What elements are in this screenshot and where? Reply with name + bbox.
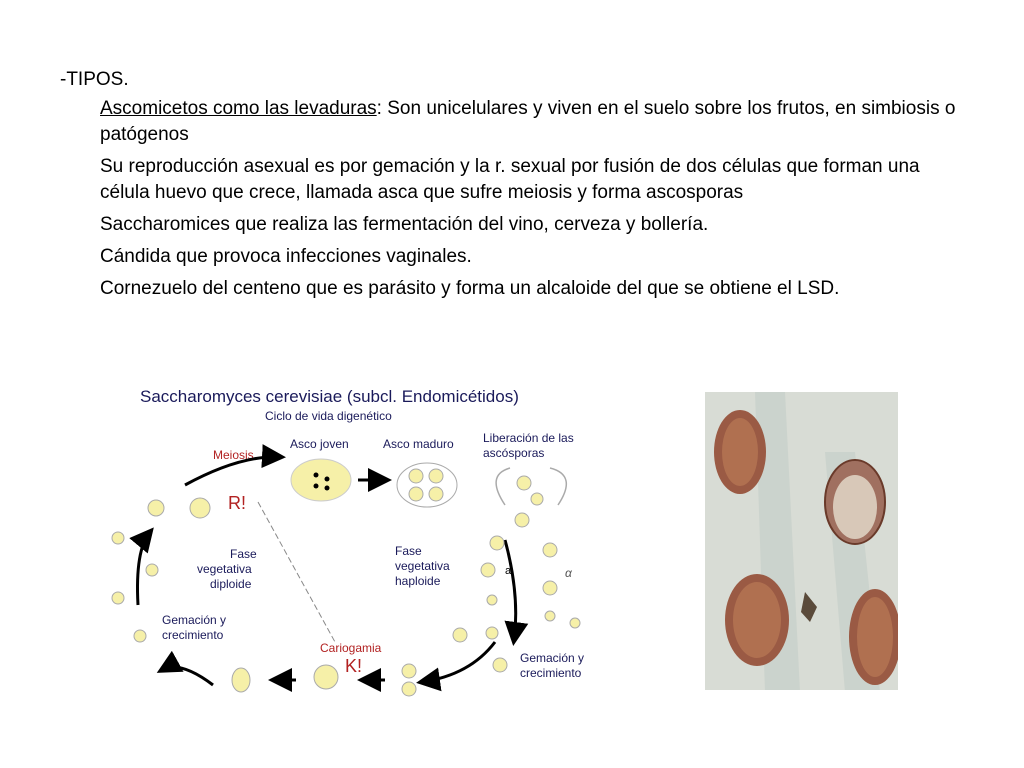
ascospore xyxy=(409,469,423,483)
haploid-cell xyxy=(486,627,498,639)
diploid-cell xyxy=(134,630,146,642)
cariogamia-label: Cariogamia xyxy=(320,641,382,655)
liberacion-label-line1: Liberación de las xyxy=(483,431,574,445)
ascospore xyxy=(429,487,443,501)
asco-joven-cell xyxy=(291,459,351,501)
haploid-label-line2: vegetativa xyxy=(395,559,450,573)
diploid-cell xyxy=(314,665,338,689)
ascus-inner xyxy=(833,475,877,539)
released-spore xyxy=(517,476,531,490)
budding-arrow xyxy=(162,667,213,685)
gemacion-right-line2: crecimiento xyxy=(520,666,582,680)
r-mark: R! xyxy=(228,493,246,513)
asco-maduro-label: Asco maduro xyxy=(383,437,454,451)
diagram-title: Saccharomyces cerevisiae (subcl. Endomicétidos) xyxy=(140,387,519,406)
paragraph-saccharomices: Saccharomices que realiza las fermentación del vino, cerveza y bollería. xyxy=(100,214,709,235)
slide-text xyxy=(60,68,960,308)
diploid-cell xyxy=(112,592,124,604)
ascomicetos-description: : Son unicelulares y viven en el suelo sobre los frutos, en simbiosis o patógenos xyxy=(100,98,956,145)
paragraph-candida: Cándida que provoca infecciones vaginales. xyxy=(100,246,472,267)
ascus-inner xyxy=(857,597,893,677)
asco-joven-nucleus xyxy=(325,486,330,491)
budding-diploid-cell xyxy=(232,668,250,692)
asco-joven-label: Asco joven xyxy=(290,437,349,451)
mating-type-a: a xyxy=(505,565,512,577)
zygote-cell xyxy=(402,682,416,696)
diploid-label-line3: diploide xyxy=(210,577,252,591)
asco-maduro-cell xyxy=(397,463,457,507)
diploid-cell xyxy=(190,498,210,518)
ascus-micrograph xyxy=(705,392,898,690)
ascospore xyxy=(409,487,423,501)
diagram-subtitle: Ciclo de vida digenético xyxy=(265,409,392,423)
asco-joven-nucleus xyxy=(314,473,319,478)
haploid-cell xyxy=(570,618,580,628)
haploid-cell xyxy=(543,581,557,595)
release-arrow xyxy=(505,540,516,640)
haploid-cell xyxy=(490,536,504,550)
ascospore xyxy=(429,469,443,483)
diploid-cell xyxy=(146,564,158,576)
paragraph-reproduccion: Su reproducción asexual es por gemación y la r. sexual por fusión de dos células que forman una célula huevo que crece, llamada asca que sufre meiosis y forma ascosporas xyxy=(100,156,920,203)
ascomicetos-term: Ascomicetos como las levaduras xyxy=(100,98,377,119)
haploid-cell xyxy=(545,611,555,621)
haploid-cell xyxy=(487,595,497,605)
ascus-inner xyxy=(722,418,758,486)
k-mark: K! xyxy=(345,656,363,676)
asco-joven-nucleus xyxy=(314,484,319,489)
mating-type-alpha: α xyxy=(565,566,572,580)
asco-joven-nucleus xyxy=(325,477,330,482)
heading: -TIPOS. xyxy=(60,69,129,90)
diploid-label-line2: vegetativa xyxy=(197,562,252,576)
haploid-cell xyxy=(481,563,495,577)
diploid-cell xyxy=(112,532,124,544)
diploid-cell xyxy=(148,500,164,516)
gemacion-left-line1: Gemación y xyxy=(162,613,227,627)
meiosis-label: Meiosis xyxy=(213,448,254,462)
haploid-label-line3: haploide xyxy=(395,574,441,588)
fusion-arrow xyxy=(422,642,495,682)
haploid-label-line1: Fase xyxy=(395,544,422,558)
released-spore xyxy=(531,493,543,505)
haploid-cell xyxy=(543,543,557,557)
paragraph-cornezuelo: Cornezuelo del centeno que es parásito y forma un alcaloide del que se obtiene el LSD. xyxy=(100,278,840,299)
haploid-cell xyxy=(453,628,467,642)
budding-haploid-cell xyxy=(493,658,507,672)
yeast-life-cycle-diagram xyxy=(100,380,620,710)
gemacion-right-line1: Gemación y xyxy=(520,651,585,665)
released-spore xyxy=(515,513,529,527)
gemacion-left-line2: crecimiento xyxy=(162,628,224,642)
phase-divider xyxy=(258,502,335,642)
zygote-cell xyxy=(402,664,416,678)
diploid-label-line1: Fase xyxy=(230,547,257,561)
paragraph-ascomicetos xyxy=(100,96,960,148)
ascus-inner xyxy=(733,582,781,658)
liberacion-label-line2: ascósporas xyxy=(483,446,545,460)
